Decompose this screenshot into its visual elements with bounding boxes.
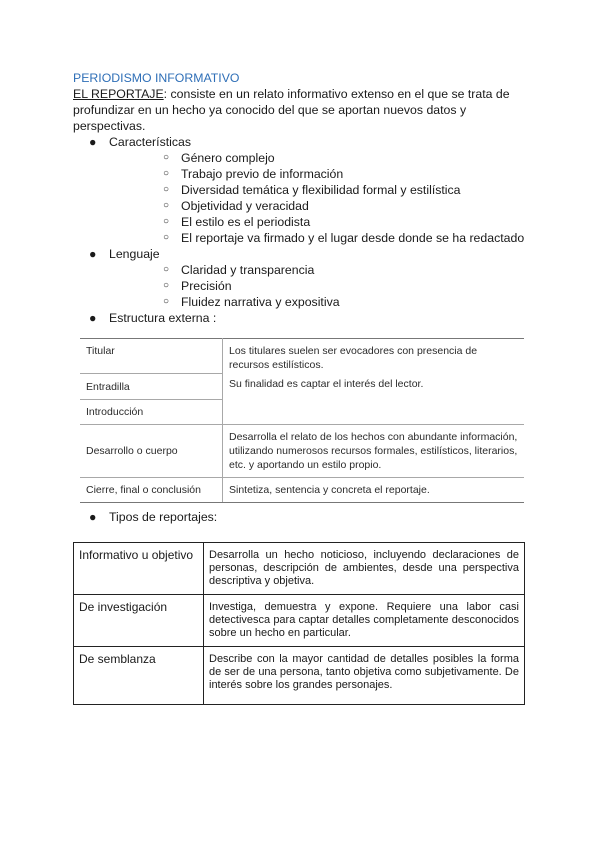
hollow-bullet-icon: ○ <box>163 216 170 227</box>
structure-table <box>80 338 524 503</box>
bullet-icon: ● <box>89 311 97 325</box>
list-item-text: Fluidez narrativa y expositiva <box>181 295 340 309</box>
table-cell-type: Informativo u objetivo <box>74 543 204 595</box>
tipos-list <box>73 509 533 525</box>
section-lenguaje <box>73 246 533 310</box>
hollow-bullet-icon: ○ <box>163 264 170 275</box>
table-cell-part: Introducción <box>80 400 223 425</box>
table-cell-desc: Desarrolla un hecho noticioso, incluyendo declaraciones de personas, descripción de ambientes, desde una perspectiva descriptiva y objetiva. <box>204 543 525 595</box>
hollow-bullet-icon: ○ <box>163 168 170 179</box>
table-cell-desc: Sintetiza, sentencia y concreta el reportaje. <box>223 478 525 503</box>
table-row <box>80 478 524 503</box>
list-item-text: Objetividad y veracidad <box>181 199 309 213</box>
section-caracteristicas <box>73 134 533 246</box>
hollow-bullet-icon: ○ <box>163 200 170 211</box>
hollow-bullet-icon: ○ <box>163 296 170 307</box>
list-item-text: Diversidad temática y flexibilidad formal y estilística <box>181 183 461 197</box>
types-table <box>73 542 525 705</box>
list-item <box>109 230 533 246</box>
entradilla-desc: Su finalidad es captar el interés del lector. <box>229 378 424 390</box>
table-row <box>74 595 525 647</box>
list-item-text: Género complejo <box>181 151 275 165</box>
list-item <box>109 262 533 278</box>
list-item <box>109 182 533 198</box>
hollow-bullet-icon: ○ <box>163 280 170 291</box>
list-item-text: El reportaje va firmado y el lugar desde donde se ha redactado <box>181 231 525 245</box>
intro-text: : consiste en un relato informativo extenso en el que se trata de profundizar en un hecho ya conocido del que se aportan nuevos datos y perspectivas. <box>73 87 510 133</box>
table-cell-part: Cierre, final o conclusión <box>80 478 223 503</box>
bullet-icon: ● <box>89 510 97 524</box>
section-label: Estructura externa : <box>109 311 217 325</box>
list-item-text: Precisión <box>181 279 232 293</box>
section-label: Características <box>109 135 192 149</box>
list-item <box>109 150 533 166</box>
section-tipos <box>73 509 533 525</box>
section-label: Tipos de reportajes: <box>109 510 218 524</box>
bullet-icon: ● <box>89 135 97 149</box>
section-estructura <box>73 310 533 326</box>
hollow-bullet-icon: ○ <box>163 232 170 243</box>
list-item <box>109 166 533 182</box>
sub-list <box>109 262 533 310</box>
table-row <box>80 339 524 374</box>
list-item <box>109 294 533 310</box>
section-label: Lenguaje <box>109 247 160 261</box>
sub-list <box>109 150 533 246</box>
list-item <box>109 278 533 294</box>
document-body <box>73 70 533 326</box>
titular-desc: Los titulares suelen ser evocadores con presencia de recursos estilísticos. <box>229 345 478 371</box>
page-title: PERIODISMO INFORMATIVO <box>73 71 240 85</box>
table-cell-type: De semblanza <box>74 647 204 705</box>
table-cell-desc: Investiga, demuestra y expone. Requiere una labor casi detectivesca para captar detalles completamente desconocidos sobre un hecho en particular. <box>204 595 525 647</box>
hollow-bullet-icon: ○ <box>163 152 170 163</box>
table-row <box>80 425 524 478</box>
table-cell-desc <box>223 339 525 425</box>
list-item <box>109 198 533 214</box>
list-item-text: Trabajo previo de información <box>181 167 344 181</box>
table-cell-desc: Describe con la mayor cantidad de detalles posibles la forma de ser de una persona, tanto objetiva como subjetivamente. De interés sobre los grandes personajes. <box>204 647 525 705</box>
hollow-bullet-icon: ○ <box>163 184 170 195</box>
sections-list <box>73 134 533 326</box>
table-cell-part: Entradilla <box>80 374 223 400</box>
list-item-text: Claridad y transparencia <box>181 263 315 277</box>
intro-label: EL REPORTAJE <box>73 87 164 101</box>
intro-paragraph <box>73 86 533 134</box>
list-item <box>109 214 533 230</box>
table-cell-part: Desarrollo o cuerpo <box>80 425 223 478</box>
table-row <box>74 543 525 595</box>
list-item-text: El estilo es el periodista <box>181 215 311 229</box>
bullet-icon: ● <box>89 247 97 261</box>
table-cell-part: Titular <box>80 339 223 374</box>
table-cell-type: De investigación <box>74 595 204 647</box>
table-row <box>74 647 525 705</box>
table-cell-desc: Desarrolla el relato de los hechos con abundante información, utilizando numerosos recursos formales, estilísticos, literarios, etc. y aportando un estilo propio. <box>223 425 525 478</box>
